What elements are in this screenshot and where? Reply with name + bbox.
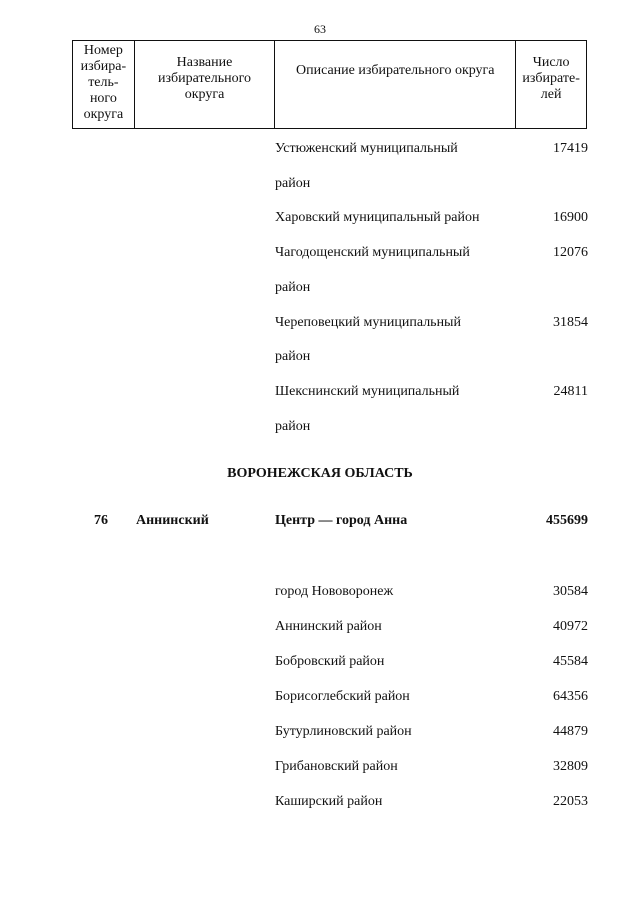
table-row-voters: 22053 [553, 794, 588, 809]
region-heading: ВОРОНЕЖСКАЯ ОБЛАСТЬ [227, 466, 413, 481]
header-name-line: избирательного [157, 71, 252, 86]
table-row-description: Каширский район [275, 794, 383, 809]
table-row-voters: 24811 [553, 384, 588, 399]
table-row-description: Устюженский муниципальный [275, 141, 458, 156]
header-name-line: Название [176, 55, 233, 70]
table-row-voters: 32809 [553, 759, 588, 774]
table-row-voters: 44879 [553, 724, 588, 739]
district-number: 76 [94, 513, 108, 528]
page-number: 63 [314, 22, 326, 36]
table-row-voters: 31854 [553, 315, 588, 330]
header-voters-line: избирате- [522, 71, 580, 86]
table-row-description: город Нововоронеж [275, 584, 394, 599]
header-district-name [135, 41, 275, 128]
table-row-description: Шекснинский муниципальный [275, 384, 460, 399]
header-number-line: округа [83, 107, 124, 122]
table-row-description-cont: район [275, 176, 311, 191]
table-row-description: Бутурлиновский район [275, 724, 412, 739]
header-description [275, 41, 516, 128]
header-number-line: избира- [80, 59, 127, 74]
table-row-description-cont: район [275, 280, 311, 295]
table-row-description-cont: район [275, 419, 311, 434]
district-name: Аннинский [136, 513, 209, 528]
district-total-voters: 455699 [546, 513, 588, 528]
table-row-description: Череповецкий муниципальный [275, 315, 461, 330]
table-row-description: Борисоглебский район [275, 689, 410, 704]
header-voters [516, 41, 586, 128]
header-name-line: округа [184, 87, 225, 102]
table-row-description: Грибановский район [275, 759, 398, 774]
table-row-description: Бобровский район [275, 654, 385, 669]
table-row-voters: 16900 [553, 210, 588, 225]
table-row-voters: 45584 [553, 654, 588, 669]
header-number-line: ного [89, 91, 117, 106]
table-row-voters: 12076 [553, 245, 588, 260]
header-voters-line: лей [540, 87, 562, 102]
table-row-description: Чагодощенский муниципальный [275, 245, 470, 260]
header-voters-line: Число [532, 55, 570, 70]
table-row-voters: 40972 [553, 619, 588, 634]
table-row-description-cont: район [275, 349, 311, 364]
table-row-voters: 17419 [553, 141, 588, 156]
header-number-line: Номер [83, 43, 123, 58]
table-row-voters: 64356 [553, 689, 588, 704]
table-row-voters: 30584 [553, 584, 588, 599]
table-row-description: Харовский муниципальный район [275, 210, 480, 225]
header-number-line: тель- [88, 75, 119, 90]
header-description-text: Описание избирательного округа [295, 63, 495, 78]
header-district-number [73, 41, 135, 128]
table-row-description: Аннинский район [275, 619, 382, 634]
table-header [72, 40, 587, 129]
district-center: Центр — город Анна [275, 513, 408, 528]
